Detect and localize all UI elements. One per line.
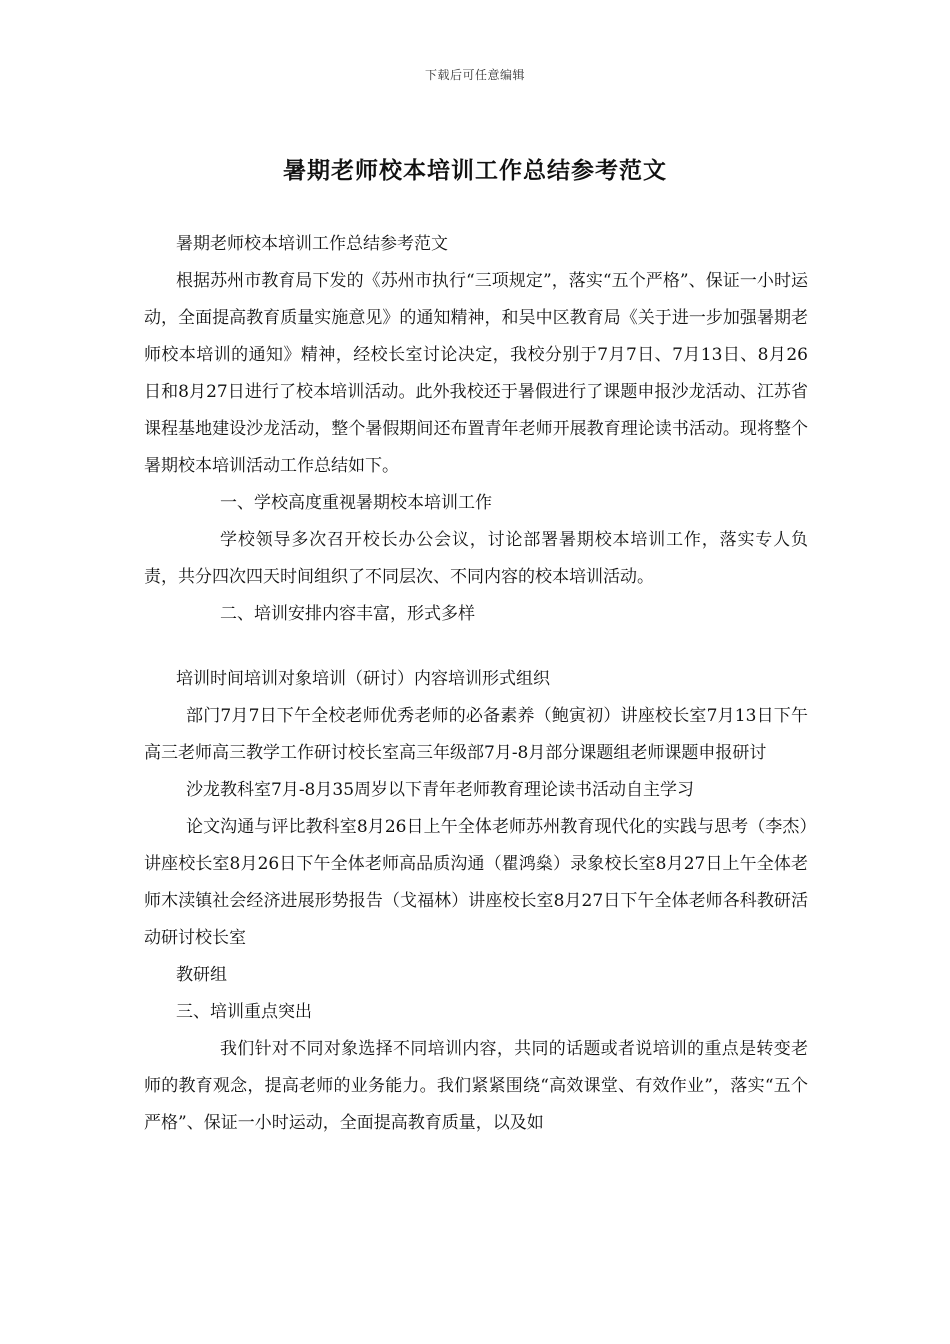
table-text-line: 培训时间培训对象培训（研讨）内容培训形式组织 (176, 669, 550, 689)
table-text-line: 沙龙教科室7月-8月35周岁以下青年老师教育理论读书活动自主学习 (186, 780, 695, 800)
section-heading: 三、培训重点突出 (176, 1002, 312, 1022)
body-paragraph: 暑期老师校本培训工作总结参考范文 (176, 234, 448, 254)
body-paragraph: 根据苏州市教育局下发的《苏州市执行“三项规定”，落实“五个严格”、保证一小时运动，全面提高教育质量实施意见》的通知精神，和吴中区教育局《关于进一步加强暑期老师校本培训的通知》精神，经校长室讨论决定，我校分别于7月7日、7月13日、8月26日和8月27日进行了校本培训活动。此外我校还于暑假进行了课题申报沙龙活动、江苏省课程基地建设沙龙活动，整个暑假期间还布置青年老师开展教育理论读书活动。现将整个暑期校本培训活动工作总结如下。 (144, 271, 808, 476)
document-title: 暑期老师校本培训工作总结参考范文 (283, 157, 667, 184)
header-note: 下载后可任意编辑 (424, 68, 525, 82)
table-text-line: 教研组 (176, 965, 227, 985)
body-paragraph: 学校领导多次召开校长办公会议，讨论部署暑期校本培训工作，落实专人负责，共分四次四天时间组织了不同层次、不同内容的校本培训活动。 (144, 530, 808, 587)
section-heading: 一、学校高度重视暑期校本培训工作 (220, 493, 492, 513)
table-text-line: 部门7月7日下午全校老师优秀老师的必备素养（鲍寅初）讲座校长室7月13日下午高三老师高三教学工作研讨校长室高三年级部7月-8月部分课题组老师课题申报研讨 (144, 706, 808, 763)
spacer (144, 633, 808, 661)
document-body (144, 226, 808, 1142)
body-paragraph: 我们针对不同对象选择不同培训内容，共同的话题或者说培训的重点是转变老师的教育观念，提高老师的业务能力。我们紧紧围绕“高效课堂、有效作业”，落实“五个严格”、保证一小时运动，全面提高教育质量，以及如 (144, 1039, 808, 1133)
section-heading: 二、培训安排内容丰富，形式多样 (220, 604, 475, 624)
table-text-line: 论文沟通与评比教科室8月26日上午全体老师苏州教育现代化的实践与思考（李杰）讲座校长室8月26日下午全体老师高品质沟通（瞿鸿燊）录象校长室8月27日上午全体老师木渎镇社会经济进展形势报告（戈福林）讲座校长室8月27日下午全体老师各科教研活动研讨校长室 (144, 817, 808, 948)
